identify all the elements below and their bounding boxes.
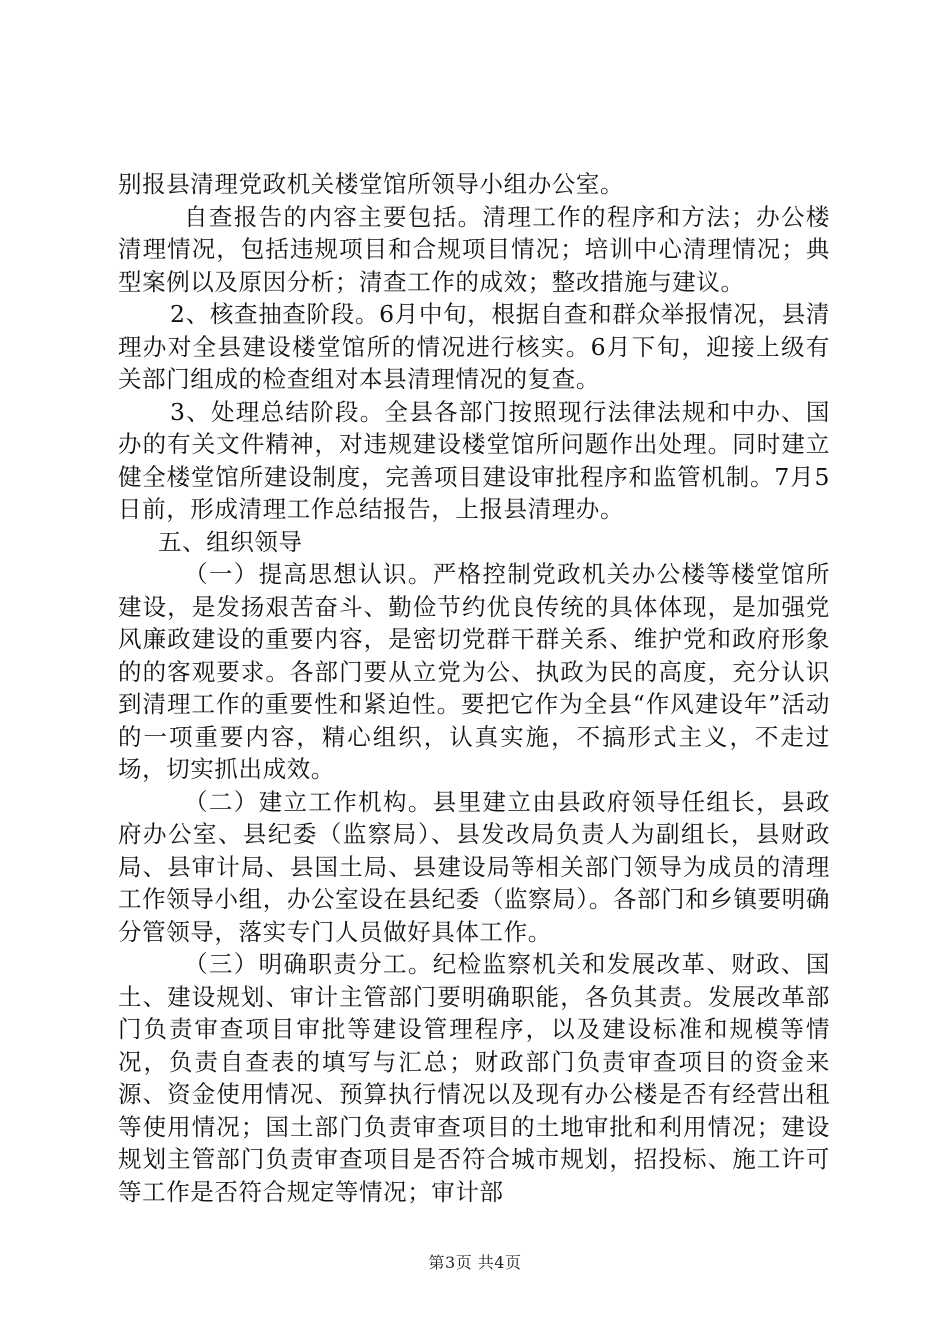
section-heading-organization: 五、组织领导 [158, 527, 303, 556]
paragraph-verification-stage: 2、核查抽查阶段。6月中旬，根据自查和群众举报情况，县清理办对全县建设楼堂馆所的情况进行核实。6月下旬，迎接上级有关部门组成的检查组对本县清理情况的复查。 [118, 300, 830, 393]
page-number-footer: 第3页 共4页 [428, 1253, 522, 1272]
paragraph-awareness: （一）提高思想认识。严格控制党政机关办公楼等楼堂馆所建设，是发扬艰苦奋斗、勤俭节约优良传统的具体体现，是加强党风廉政建设的重要内容，是密切党群干群关系、维护党和政府形象的的客观要求。各部门要从立党为公、执政为民的高度，充分认识到清理工作的重要性和紧迫性。要把它作为全县“作风建设年”活动的一项重要内容，精心组织，认真实施，不搞形式主义，不走过场，切实抓出成效。 [118, 560, 830, 783]
document-body [118, 168, 830, 1208]
paragraph-report-content: 自查报告的内容主要包括。清理工作的程序和方法；办公楼清理情况，包括违规项目和合规项目情况；培训中心清理情况；典型案例以及原因分析；清查工作的成效；整改措施与建议。 [118, 202, 830, 296]
paragraph-working-body: （二）建立工作机构。县里建立由县政府领导任组长，县政府办公室、县纪委（监察局）、县发改局负责人为副组长，县财政局、县审计局、县国土局、县建设局等相关部门领导为成员的清理工作领导小组，办公室设在县纪委（监察局）。各部门和乡镇要明确分管领导，落实专门人员做好具体工作。 [118, 787, 830, 946]
paragraph-responsibilities: （三）明确职责分工。纪检监察机关和发展改革、财政、国土、建设规划、审计主管部门要明确职能，各负其责。发展改革部门负责审查项目审批等建设管理程序，以及建设标准和规模等情况，负责自查表的填写与汇总；财政部门负责审查项目的资金来源、资金使用情况、预算执行情况以及现有办公楼是否有经营出租等使用情况；国土部门负责审查项目的土地审批和利用情况；建设规划主管部门负责审查项目是否符合城市规划，招投标、施工许可等工作是否符合规定等情况；审计部 [118, 950, 830, 1206]
paragraph-continuation: 别报县清理党政机关楼堂馆所领导小组办公室。 [118, 170, 625, 198]
paragraph-summary-stage: 3、处理总结阶段。全县各部门按照现行法律法规和中办、国办的有关文件精神，对违规建设楼堂馆所问题作出处理。同时建立健全楼堂馆所建设制度，完善项目建设审批程序和监管机制。7月5日前，形成清理工作总结报告，上报县清理办。 [118, 397, 830, 523]
